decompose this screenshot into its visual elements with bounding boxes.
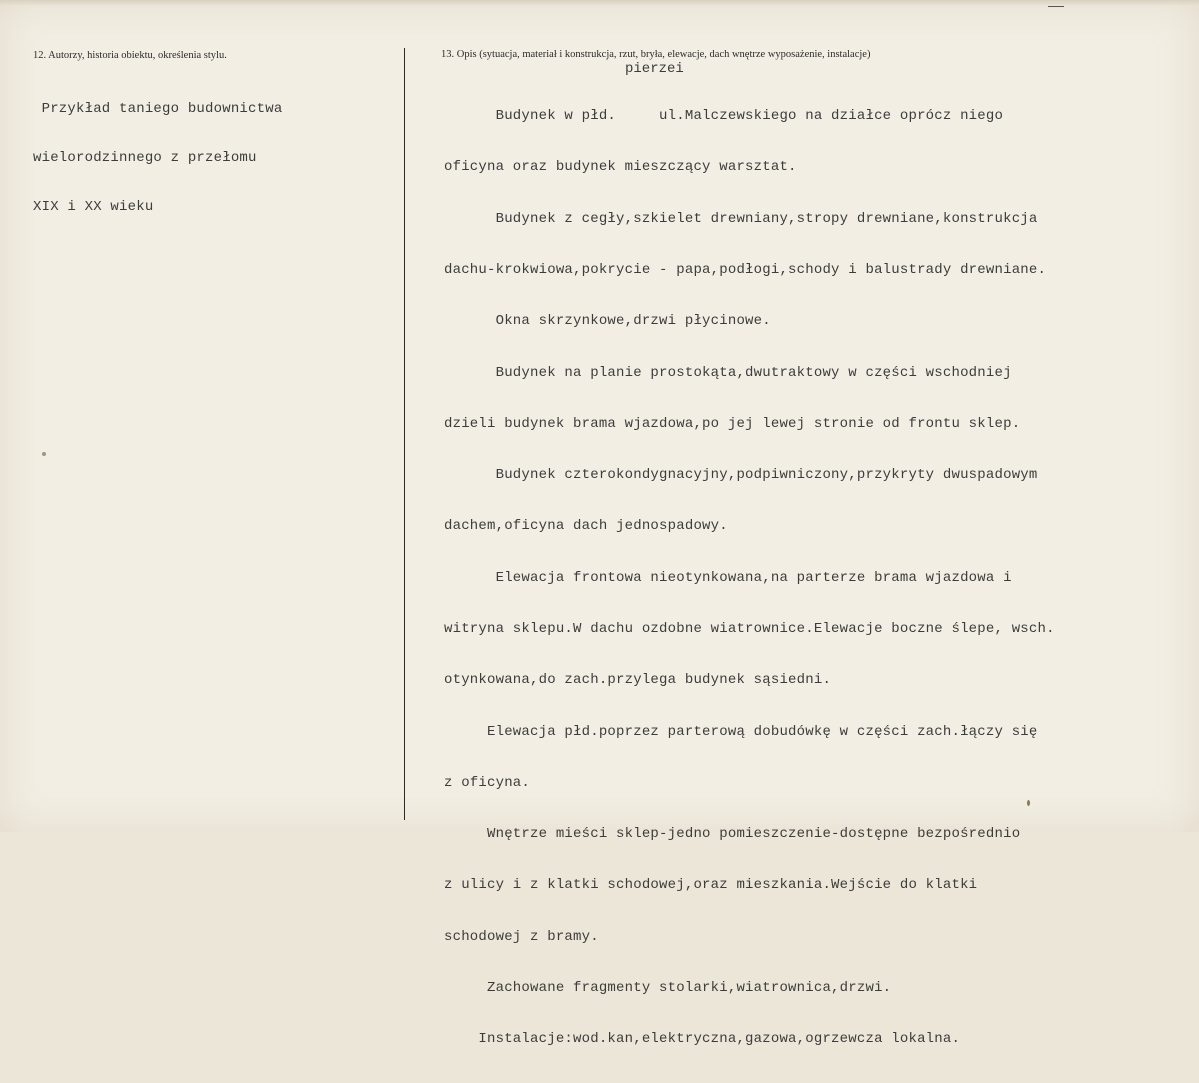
section-13-line: Budynek czterokondygnacyjny,podpiwniczony,przykryty dwuspadowym (444, 467, 1038, 484)
section-13-line: oficyna oraz budynek mieszczący warsztat. (444, 159, 797, 176)
card-top-edge (0, 0, 1199, 6)
section-13-line: Budynek na planie prostokąta,dwutraktowy w części wschodniej (444, 364, 1012, 381)
paper-speck (42, 452, 46, 456)
column-divider (404, 48, 405, 820)
section-13-line: Wnętrze mieści sklep-jedno pomieszczenie-dostępne bezpośrednio (444, 826, 1021, 843)
section-13-line: Elewacja frontowa nieotynkowana,na parterze brama wjazdowa i (444, 569, 1012, 586)
section-13-line: z ulicy i z klatki schodowej,oraz mieszkania.Wejście do klatki (444, 877, 978, 894)
section-13-line: Budynek w płd. ul.Malczewskiego na działce oprócz niego (444, 108, 1004, 125)
section-13-line: Elewacja płd.poprzez parterową dobudówkę w części zach.łączy się (444, 723, 1038, 740)
section-13-line: z oficyna. (444, 774, 531, 791)
section-12-line: Przykład taniego budownictwa (33, 100, 283, 117)
section-13-line: otynkowana,do zach.przylega budynek sąsiedni. (444, 672, 832, 689)
section-13-line: schodowej z bramy. (444, 928, 599, 945)
section-13-line: dachu-krokwiowa,pokrycie - papa,podłogi,schody i balustrady drewniane. (444, 262, 1047, 279)
section-12-text (33, 68, 282, 248)
corner-mark (1048, 6, 1064, 7)
section-13-line: dzieli budynek brama wjazdowa,po jej lewej stronie od frontu sklep. (444, 415, 1021, 432)
section-13-line: Zachowane fragmenty stolarki,wiatrownica,drzwi. (444, 979, 892, 996)
section-13-line: Okna skrzynkowe,drzwi płycinowe. (444, 313, 771, 330)
section-13-line: Budynek z cegły,szkielet drewniany,stropy drewniane,konstrukcja (444, 210, 1038, 227)
section-13-line: dachem,oficyna dach jednospadowy. (444, 518, 728, 535)
section-12-line: wielorodzinnego z przełomu (33, 150, 257, 167)
paper-speck (1027, 800, 1030, 806)
handwritten-insertion: pierzei (625, 61, 684, 77)
section-12-label: 12. Autorzy, historia obiektu, określenia stylu. (33, 50, 227, 61)
section-12-line: XIX i XX wieku (33, 199, 154, 216)
section-13-line: witryna sklepu.W dachu ozdobne wiatrownice.Elewacje boczne ślepe, wsch. (444, 621, 1055, 637)
section-13-label: 13. Opis (sytuacja, materiał i konstrukcja, rzut, bryła, elewacje, dach wnętrze wyposażenie, instalacje) (441, 49, 871, 60)
section-13-line: Instalacje:wod.kan,elektryczna,gazowa,ogrzewcza lokalna. (444, 1031, 961, 1048)
section-13-text (444, 74, 1055, 1083)
